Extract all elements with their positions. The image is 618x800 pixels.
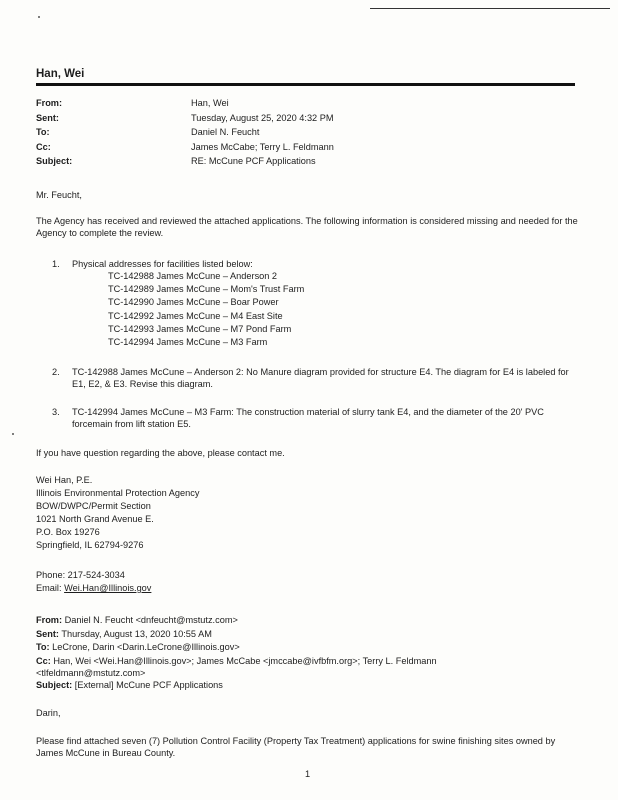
fwd-body: Please find attached seven (7) Pollution Control Facility (Property Tax Treatment) applications for swine finishing sites owned by James McCune in Bureau County. bbox=[36, 736, 556, 759]
fwd-sent-row bbox=[36, 628, 581, 642]
forwarded-header bbox=[36, 614, 581, 692]
cc-label: Cc: bbox=[36, 141, 51, 152]
list-number: 1. bbox=[52, 259, 60, 269]
fwd-from-value: Daniel N. Feucht <dnfeucht@mstutz.com> bbox=[62, 615, 238, 625]
cc-row bbox=[36, 141, 556, 156]
fwd-to-row bbox=[36, 641, 581, 655]
from-value: Han, Wei bbox=[191, 98, 229, 108]
to-row bbox=[36, 126, 556, 141]
facility-item: TC-142988 James McCune – Anderson 2 bbox=[108, 271, 278, 281]
header-rule bbox=[36, 83, 575, 86]
scan-speck bbox=[12, 433, 14, 435]
email-link[interactable]: Wei.Han@Illinois.gov bbox=[64, 583, 152, 593]
list-number: 2. bbox=[52, 367, 60, 377]
fwd-subject-label: Subject: bbox=[36, 679, 73, 690]
signature-org: Illinois Environmental Protection Agency bbox=[36, 488, 200, 498]
fwd-sent-value: Thursday, August 13, 2020 10:55 AM bbox=[58, 628, 212, 639]
subject-value: RE: McCune PCF Applications bbox=[191, 156, 316, 166]
closing-line: If you have question regarding the above, please contact me. bbox=[36, 448, 285, 458]
fwd-from-row bbox=[36, 614, 581, 628]
facility-list bbox=[108, 270, 408, 349]
signature-name: Wei Han, P.E. bbox=[36, 475, 93, 485]
fwd-from-label: From: bbox=[36, 615, 63, 625]
signature-email-line bbox=[36, 582, 336, 595]
from-label: From: bbox=[36, 98, 63, 108]
signature-city: Springfield, IL 62794-9276 bbox=[36, 540, 144, 550]
from-row bbox=[36, 97, 556, 112]
list-item-text: Physical addresses for facilities listed below: bbox=[72, 259, 253, 269]
signature-pobox: P.O. Box 19276 bbox=[36, 527, 100, 537]
list-item-2 bbox=[52, 366, 577, 390]
top-rule bbox=[370, 8, 610, 9]
signature-street: 1021 North Grand Avenue E. bbox=[36, 514, 154, 524]
fwd-greeting: Darin, bbox=[36, 708, 61, 718]
facility-item: TC-142990 James McCune – Boar Power bbox=[108, 297, 279, 308]
fwd-cc-label: Cc: bbox=[36, 655, 51, 666]
cc-value: James McCabe; Terry L. Feldmann bbox=[191, 141, 334, 152]
facility-item: TC-142992 James McCune – M4 East Site bbox=[108, 310, 283, 321]
fwd-cc-value: Han, Wei <Wei.Han@Illinois.gov>; James McCabe <jmccabe@ivfbfm.org>; Terry L. Feldmann <tlfeldmann@mstutz.com> bbox=[36, 655, 437, 678]
fwd-to-value: LeCrone, Darin <Darin.LeCrone@Illinois.gov> bbox=[49, 642, 240, 652]
page-number: 1 bbox=[305, 769, 311, 779]
subject-label: Subject: bbox=[36, 156, 73, 166]
sender-name: Han, Wei bbox=[36, 68, 85, 80]
fwd-to-label: To: bbox=[36, 642, 50, 652]
email-label: Email: bbox=[36, 583, 65, 593]
scan-speck bbox=[38, 16, 40, 18]
list-item-text: TC-142988 James McCune – Anderson 2: No Manure diagram provided for structure E4. The diagram for E4 is labeled for E1, E2, & E3. Revise this diagram. bbox=[72, 367, 569, 390]
signature-block bbox=[36, 474, 336, 552]
sent-row bbox=[36, 112, 556, 127]
signature-phone: Phone: 217-524-3034 bbox=[36, 570, 125, 580]
facility-item: TC-142994 James McCune – M3 Farm bbox=[108, 336, 268, 347]
fwd-subject-value: [External] McCune PCF Applications bbox=[72, 679, 223, 690]
list-item-1 bbox=[52, 258, 552, 270]
to-value: Daniel N. Feucht bbox=[191, 127, 260, 137]
greeting: Mr. Feucht, bbox=[36, 190, 82, 200]
fwd-subject-row bbox=[36, 679, 581, 693]
fwd-cc-row bbox=[36, 655, 496, 679]
to-label: To: bbox=[36, 127, 50, 137]
email-header bbox=[36, 97, 556, 170]
sent-value: Tuesday, August 25, 2020 4:32 PM bbox=[191, 112, 334, 123]
facility-item: TC-142993 James McCune – M7 Pond Farm bbox=[108, 323, 292, 334]
contact-block bbox=[36, 569, 336, 595]
list-item-3 bbox=[52, 406, 577, 430]
list-item-text: TC-142994 James McCune – M3 Farm: The construction material of slurry tank E4, and the diameter of the 20' PVC forcemain from lift station E5. bbox=[72, 407, 544, 430]
fwd-sent-label: Sent: bbox=[36, 628, 59, 639]
intro-paragraph: The Agency has received and reviewed the attached applications. The following information is considered missing and needed for the Agency to complete the review. bbox=[36, 216, 578, 239]
sent-label: Sent: bbox=[36, 112, 59, 123]
signature-dept: BOW/DWPC/Permit Section bbox=[36, 501, 151, 511]
subject-row bbox=[36, 155, 556, 170]
list-number: 3. bbox=[52, 407, 60, 417]
facility-item: TC-142989 James McCune – Mom's Trust Farm bbox=[108, 284, 305, 295]
